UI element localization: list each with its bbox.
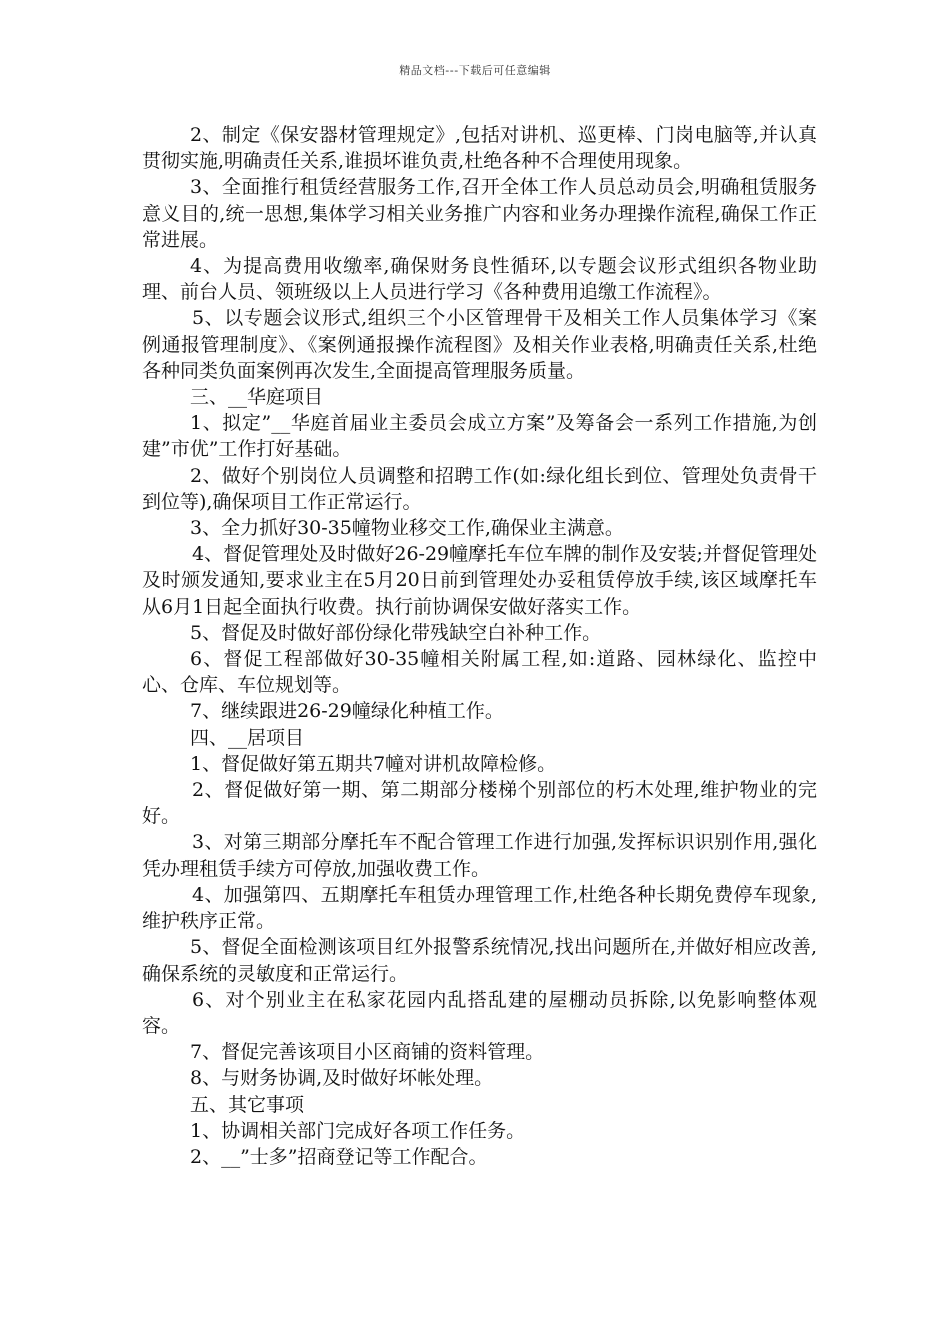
- paragraph: 2、__”士多”招商登记等工作配合。: [190, 1145, 488, 1168]
- paragraph: 7、督促完善该项目小区商铺的资料管理。: [190, 1041, 545, 1064]
- paragraph: 6、对个别业主在私家花园内乱搭乱建的屋棚动员拆除,以免影响整体观容。: [142, 988, 817, 1037]
- paragraph: 1、协调相关部门完成好各项工作任务。: [190, 1119, 526, 1142]
- paragraph: 3、对第三期部分摩托车不配合管理工作进行加强,发挥标识识别作用,强化凭办理租赁手续方可停放,加强收费工作。: [142, 831, 817, 880]
- paragraph: 7、继续跟进26-29幢绿化种植工作。: [190, 700, 504, 723]
- paragraph: 2、制定《保安器材管理规定》,包括对讲机、巡更棒、门岗电脑等,并认真贯彻实施,明确责任关系,谁损坏谁负责,杜绝各种不合理使用现象。: [142, 124, 817, 173]
- paragraph: 1、拟定”__华庭首届业主委员会成立方案”及筹备会一系列工作措施,为创建”市优”工作打好基础。: [142, 412, 817, 461]
- paragraph: 2、做好个别岗位人员调整和招聘工作(如:绿化组长到位、管理处负责骨干到位等),确保项目工作正常运行。: [142, 464, 817, 513]
- section-heading: 四、__居项目: [190, 726, 305, 749]
- paragraph: 3、全力抓好30-35幢物业移交工作,确保业主满意。: [190, 517, 624, 540]
- paragraph: 4、督促管理处及时做好26-29幢摩托车位车牌的制作及安装;并督促管理处及时颁发通知,要求业主在5月20日前到管理处办妥租赁停放手续,该区域摩托车从6月1日起全面执行收费。执行前协调保安做好落实工作。: [142, 543, 817, 618]
- page-header: 精品文档---下载后可任意编辑: [399, 64, 551, 77]
- paragraph: 5、以专题会议形式,组织三个小区管理骨干及相关工作人员集体学习《案例通报管理制度》、《案例通报操作流程图》及相关作业表格,明确责任关系,杜绝各种同类负面案例再次发生,全面提高管理服务质量。: [142, 307, 817, 382]
- paragraph: 4、为提高费用收缴率,确保财务良性循环,以专题会议形式组织各物业助理、前台人员、领班级以上人员进行学习《各种费用追缴工作流程》。: [142, 255, 817, 304]
- paragraph: 5、督促及时做好部份绿化带残缺空白补种工作。: [190, 621, 602, 644]
- paragraph: 1、督促做好第五期共7幢对讲机故障检修。: [190, 752, 557, 775]
- document-body: [142, 122, 817, 1170]
- paragraph: 6、督促工程部做好30-35幢相关附属工程,如:道路、园林绿化、监控中心、仓库、车位规划等。: [142, 648, 817, 697]
- paragraph: 2、督促做好第一期、第二期部分楼梯个别部位的朽木处理,维护物业的完好。: [142, 779, 817, 828]
- paragraph: 5、督促全面检测该项目红外报警系统情况,找出问题所在,并做好相应改善,确保系统的灵敏度和正常运行。: [142, 936, 817, 985]
- paragraph: 3、全面推行租赁经营服务工作,召开全体工作人员总动员会,明确租赁服务意义目的,统一思想,集体学习相关业务推广内容和业务办理操作流程,确保工作正常进展。: [142, 176, 817, 251]
- paragraph: 8、与财务协调,及时做好坏帐处理。: [190, 1067, 494, 1090]
- paragraph: 4、加强第四、五期摩托车租赁办理管理工作,杜绝各种长期免费停车现象,维护秩序正常。: [142, 883, 817, 933]
- section-heading: 五、其它事项: [190, 1093, 305, 1116]
- section-heading: 三、__华庭项目: [190, 386, 324, 409]
